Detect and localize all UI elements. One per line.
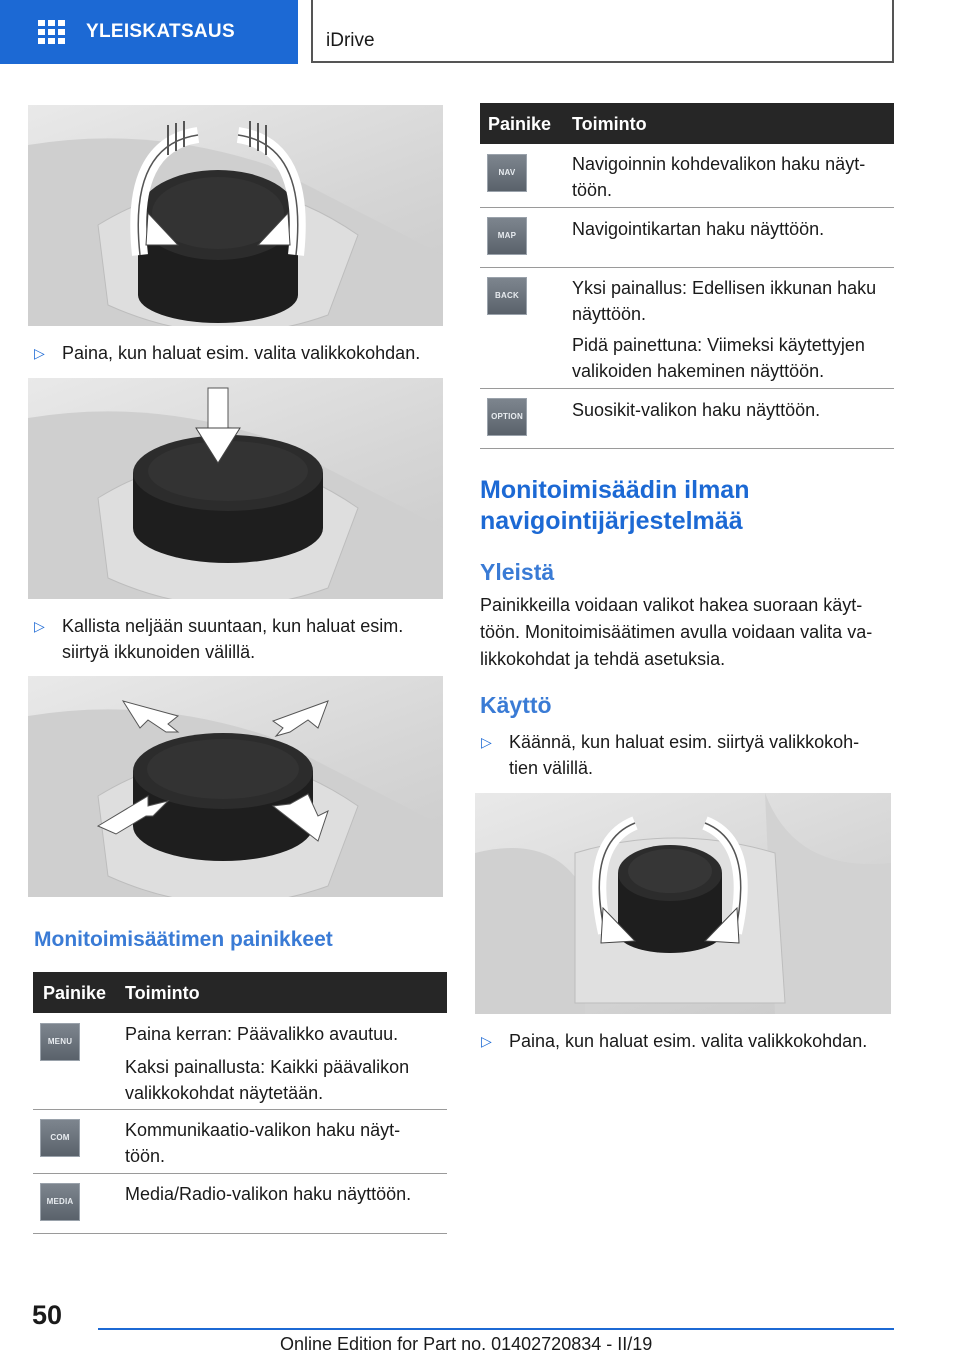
table-row: MENU Paina kerran: Päävalikko avautuu. Kaksi painallusta: Kaikki päävalikon valikkokohdat näytetään. [33, 1013, 447, 1110]
table-row: COM Kommunikaatio-valikon haku näyt- töön. [33, 1109, 447, 1174]
footer-edition: Online Edition for Part no. 01402720834 - II/19 [280, 1334, 653, 1354]
bullet-triangle-icon: ▷ [481, 734, 492, 750]
section-title-line2: navigointijärjestelmää [480, 507, 743, 535]
right-table-header: Painike Toiminto [480, 103, 894, 144]
bullet-triangle-icon: ▷ [481, 1033, 492, 1049]
bullet-press-right: ▷ Paina, kun haluat esim. valita valikkokohdan. [481, 1028, 894, 1054]
buttons-heading: Monitoimisäätimen painikkeet [34, 928, 333, 951]
subheading-general: Yleistä [480, 559, 555, 585]
bullet-turn: ▷ Käännä, kun haluat esim. siirtyä valikkokoh- tien välillä. [481, 729, 894, 781]
menu-button-icon: MENU [40, 1023, 80, 1061]
footer-divider [98, 1328, 894, 1330]
subheading-usage: Käyttö [480, 692, 552, 718]
bullet-tilt: ▷ Kallista neljään suuntaan, kun haluat esim. siirtyä ikkunoiden välillä. [34, 613, 444, 665]
table-row: OPTION Suosikit-valikon haku näyttöön. [480, 388, 894, 449]
section-title-line1: Monitoimisäädin ilman [480, 476, 750, 504]
paragraph-line: likkokohdat ja tehdä asetuksia. [480, 649, 726, 669]
bullet-triangle-icon: ▷ [34, 345, 45, 361]
bullet-triangle-icon: ▷ [34, 618, 45, 634]
table-row: MAP Navigointikartan haku näyttöön. [480, 207, 894, 268]
chapter-title: iDrive [326, 30, 375, 51]
grid-menu-icon [38, 20, 66, 44]
controller-rotate-no-nav-illustration [475, 793, 891, 1014]
table-row: NAV Navigoinnin kohdevalikon haku näyt- töön. [480, 144, 894, 208]
controller-rotate-illustration [28, 105, 443, 326]
left-table-header: Painike Toiminto [33, 972, 447, 1013]
section-title: YLEISKATSAUS [86, 21, 235, 42]
chapter-header-frame [311, 0, 894, 63]
controller-press-illustration [28, 378, 443, 599]
media-button-icon: MEDIA [40, 1183, 80, 1221]
section-tab[interactable] [0, 0, 298, 64]
controller-tilt-illustration [28, 676, 443, 897]
paragraph-line: töön. Monitoimisäätimen avulla voidaan valita va- [480, 622, 873, 642]
table-row: MEDIA Media/Radio-valikon haku näyttöön. [33, 1173, 447, 1234]
page-number: 50 [32, 1300, 63, 1330]
paragraph-line: Painikkeilla voidaan valikot hakea suoraan käyt- [480, 595, 863, 615]
table-row: BACK Yksi painallus: Edellisen ikkunan haku näyttöön. Pidä painettuna: Viimeksi käytettyjen valikoiden hakeminen näyttöön. [480, 267, 894, 389]
map-button-icon: MAP [487, 217, 527, 255]
nav-button-icon: NAV [487, 154, 527, 192]
back-button-icon: BACK [487, 277, 527, 315]
bullet-press: ▷ Paina, kun haluat esim. valita valikkokohdan. [34, 340, 444, 366]
option-button-icon: OPTION [487, 398, 527, 436]
com-button-icon: COM [40, 1119, 80, 1157]
